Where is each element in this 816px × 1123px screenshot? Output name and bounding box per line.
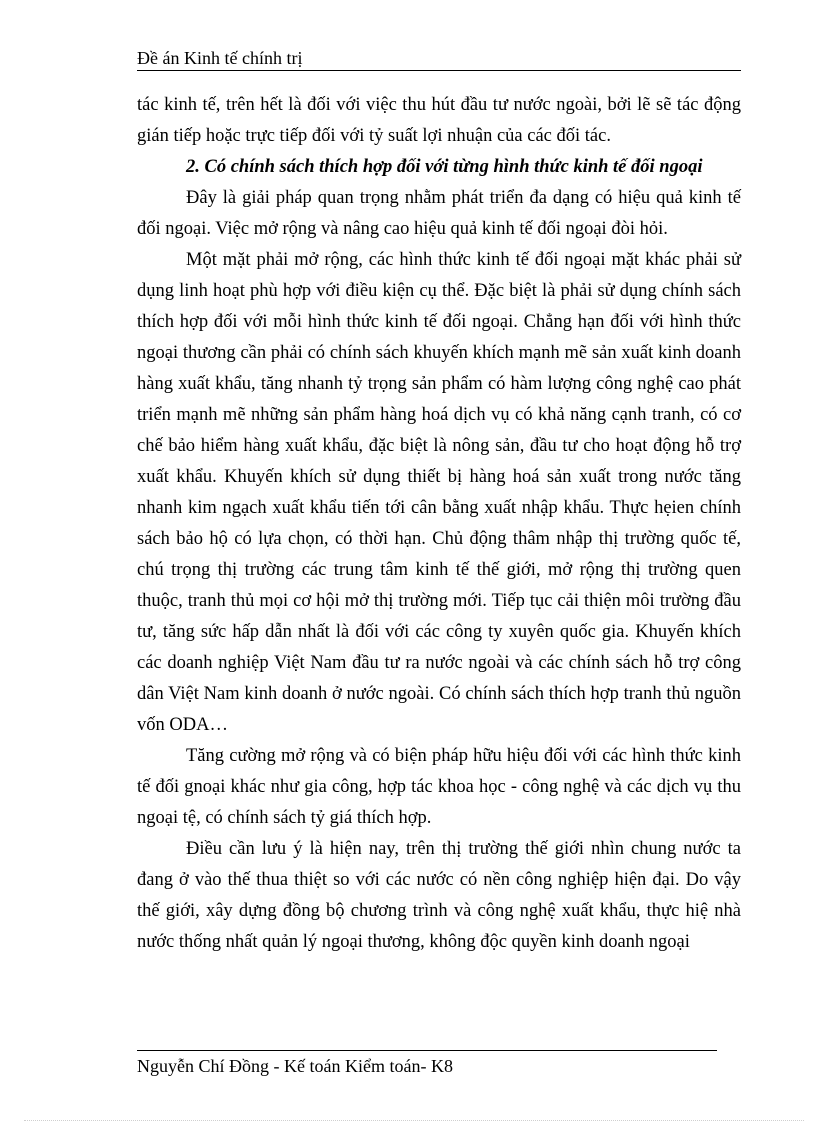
footer-author: Nguyễn Chí Đồng - Kế toán Kiểm toán- K8 [137,1056,453,1076]
header-title: Đề án Kinh tế chính trị [137,48,303,68]
footer-divider [137,1050,717,1051]
paragraph-4: Tăng cường mở rộng và có biện pháp hữu hiệu đối với các hình thức kinh tế đối gnoại khác như gia công, hợp tác khoa học - công nghệ và các dịch vụ thu ngoại tệ, có chính sách tỷ giá thích hợp. [137,746,741,828]
page-edge-divider [24,1120,804,1121]
section-heading: 2. Có chính sách thích hợp đối với từng hình thức kinh tế đối ngoại [186,157,703,177]
header-divider [137,70,741,71]
document-body [137,90,741,958]
paragraph-3: Một mặt phải mở rộng, các hình thức kinh tế đối ngoại mặt khác phải sử dụng linh hoạt phù hợp với điều kiện cụ thể. Đặc biệt là phải sử dụng chính sách thích hợp đối với mỗi hình thức kinh tế đối ngoại. Chẳng hạn đối với hình thức ngoại thương cần phải có chính sách khuyến khích mạnh mẽ sản xuất kinh doanh hàng xuất khẩu, tăng nhanh tỷ trọng sản phẩm có hàm lượng công nghệ cao phát triển mạnh mẽ những sản phẩm hàng hoá dịch vụ có khả năng cạnh tranh, có cơ chế bảo hiểm hàng xuất khẩu, đặc biệt là nông sản, đầu tư cho hoạt động hỗ trợ xuất khẩu. Khuyến khích sử dụng thiết bị hàng hoá sản xuất trong nước tăng nhanh kim ngạch xuất khẩu tiến tới cân bằng xuất nhập khẩu. Thực hẹien chính sách bảo hộ có lựa chọn, có thời hạn. Chủ động thâm nhập thị trường quốc tế, chú trọng thị trường các trung tâm kinh tế thế giới, mở rộng thị trường quen thuộc, tranh thủ mọi cơ hội mở thị trường mới. Tiếp tục cải thiện môi trường đầu tư, tăng sức hấp dẫn nhất là đối với các công ty xuyên quốc gia. Khuyến khích các doanh nghiệp Việt Nam đầu tư ra nước ngoài và các chính sách hỗ trợ công dân Việt Nam kinh doanh ở nước ngoài. Có chính sách thích hợp tranh thủ nguồn vốn ODA… [137,250,741,735]
paragraph-5: Điều cần lưu ý là hiện nay, trên thị trường thế giới nhìn chung nước ta đang ở vào thế thua thiệt so với các nước có nền công nghiệp hiện đại. Do vậy thế giới, xây dựng đồng bộ chương trình và công nghệ xuất khẩu, thực hiệ nhà nước thống nhất quản lý ngoại thương, không độc quyền kinh doanh ngoại [137,839,741,952]
paragraph-1: tác kinh tế, trên hết là đối với việc thu hút đầu tư nước ngoài, bởi lẽ sẽ tác động gián tiếp hoặc trực tiếp đối với tỷ suất lợi nhuận của các đối tác. [137,95,741,146]
paragraph-2: Đây là giải pháp quan trọng nhằm phát triển đa dạng có hiệu quả kinh tế đối ngoại. Việc mở rộng và nâng cao hiệu quả kinh tế đối ngoại đòi hỏi. [137,188,741,239]
